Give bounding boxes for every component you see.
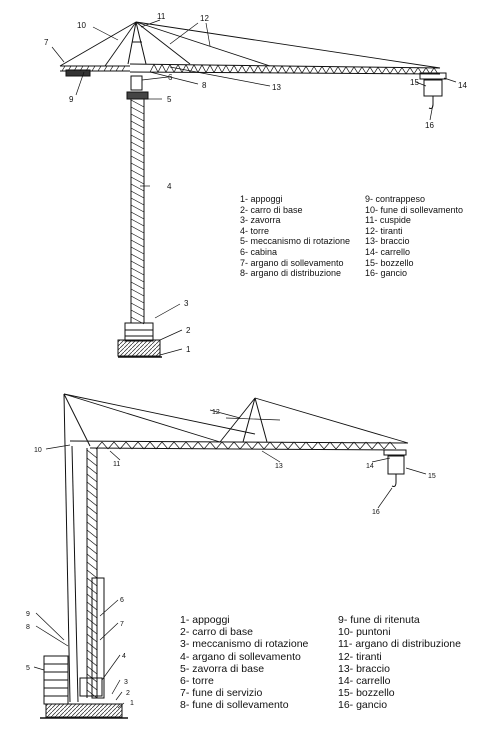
legend-item: 5- zavorra di base	[180, 662, 265, 675]
callout-b7: 7	[120, 621, 124, 628]
legend-item: 16- gancio	[365, 268, 408, 279]
legend-item: 11- argano di distribuzione	[338, 638, 461, 651]
callout-2: 2	[186, 326, 191, 335]
lattice-brace	[350, 67, 354, 74]
callout-b13: 13	[275, 463, 283, 470]
legend-item: 12- tiranti	[338, 650, 382, 663]
base-carriage	[118, 340, 160, 356]
lattice-brace	[162, 442, 168, 449]
lattice-brace	[131, 128, 144, 135]
lattice-brace	[214, 65, 218, 72]
lattice-brace	[366, 67, 370, 73]
legend-item: 3- zavorra	[240, 215, 281, 226]
lattice-brace	[87, 458, 97, 466]
lattice-brace	[252, 442, 258, 449]
lattice-brace	[394, 67, 398, 73]
lattice-brace	[204, 442, 210, 449]
lattice-brace	[131, 177, 144, 184]
callout-4: 4	[167, 182, 172, 191]
legend-item: 2- carro di base	[240, 204, 303, 215]
hook-bottom	[392, 474, 396, 487]
lattice-brace	[131, 135, 144, 142]
callout-b16: 16	[372, 509, 380, 516]
lattice-brace	[378, 67, 382, 73]
lattice-brace	[170, 65, 174, 73]
lattice-brace	[131, 233, 144, 240]
lattice-brace	[354, 67, 358, 74]
legend-top-left	[240, 194, 350, 279]
legend-item: 11- cuspide	[365, 215, 411, 226]
callout-9: 9	[69, 95, 74, 104]
callout-b4: 4	[122, 653, 126, 660]
lattice-brace	[87, 482, 97, 490]
lattice-brace	[410, 68, 414, 74]
lattice-brace	[294, 66, 298, 73]
legend-item: 7- fune di servizio	[180, 687, 263, 700]
jib-lattice	[130, 64, 440, 74]
lattice-brace	[216, 442, 222, 449]
lattice-brace	[87, 466, 97, 474]
legend-item: 16- gancio	[338, 699, 388, 712]
lattice-brace	[274, 66, 278, 73]
lattice-brace	[338, 67, 342, 74]
lattice-brace	[374, 67, 378, 73]
lattice-brace	[306, 442, 312, 449]
legend-item: 10- fune di sollevamento	[365, 204, 464, 215]
lattice-brace	[131, 254, 144, 261]
legend-item: 8- fune di sollevamento	[180, 699, 289, 712]
lattice-brace	[222, 442, 228, 449]
lattice-brace	[87, 490, 97, 498]
lattice-brace	[326, 67, 330, 74]
lattice-brace	[131, 212, 144, 219]
ballast	[125, 323, 153, 341]
lattice-brace	[228, 442, 234, 449]
legend-item: 15- bozzello	[365, 257, 414, 268]
callout-b8: 8	[26, 624, 30, 631]
lattice-brace	[288, 442, 294, 449]
legend-item: 13- braccio	[338, 662, 390, 675]
legend-item: 4- argano di sollevamento	[180, 650, 301, 663]
lattice-brace	[87, 498, 97, 506]
legend-item: 13- braccio	[365, 236, 410, 247]
lattice-brace	[254, 66, 258, 73]
callout-b5: 5	[26, 665, 30, 672]
callout-12: 12	[200, 14, 209, 23]
legend-item: 5- meccanismo di rotazione	[240, 236, 351, 247]
lattice-brace	[218, 65, 222, 72]
lattice-brace	[258, 66, 262, 73]
lattice-brace	[362, 67, 366, 74]
lattice-brace	[306, 66, 310, 73]
lattice-brace	[276, 442, 282, 449]
legend-item: 1- appoggi	[240, 194, 283, 204]
lattice-brace	[414, 68, 418, 74]
legend-item: 6- cabina	[240, 246, 278, 257]
lattice-brace	[286, 66, 290, 73]
lattice-brace	[131, 114, 144, 121]
lattice-brace	[226, 65, 230, 72]
legend-item: 8- argano di distribuzione	[240, 268, 342, 279]
lattice-brace	[131, 184, 144, 191]
lattice-brace	[131, 240, 144, 247]
lattice-brace	[150, 64, 154, 72]
lattice-brace	[282, 442, 288, 449]
callout-11: 11	[157, 12, 166, 21]
lattice-brace	[390, 67, 394, 73]
lattice-brace	[131, 107, 144, 114]
lattice-brace	[202, 65, 206, 73]
lattice-brace	[230, 65, 234, 72]
lattice-brace	[312, 442, 318, 449]
lattice-brace	[131, 289, 144, 296]
lattice-brace	[131, 296, 144, 303]
lattice-brace	[131, 275, 144, 282]
lattice-brace	[198, 65, 202, 73]
hook-block	[424, 80, 442, 96]
lattice-brace	[406, 68, 410, 74]
lattice-brace	[131, 142, 144, 149]
lattice-brace	[198, 442, 204, 449]
trolley-bottom	[384, 450, 406, 455]
lattice-brace	[234, 442, 240, 449]
callout-b12: 12	[212, 409, 220, 416]
lattice-brace	[186, 65, 190, 73]
lattice-brace	[87, 538, 97, 546]
jib-masts	[243, 398, 267, 442]
top-callout-labels	[44, 12, 467, 354]
lattice-brace	[180, 442, 186, 449]
callout-b6: 6	[120, 597, 124, 604]
lattice-brace	[310, 66, 314, 73]
lattice-brace	[131, 163, 144, 170]
lattice-brace	[110, 66, 113, 71]
lattice-brace	[87, 546, 97, 554]
lattice-brace	[131, 226, 144, 233]
lattice-brace	[116, 66, 119, 71]
legend-item: 3- meccanismo di rotazione	[180, 638, 309, 651]
callout-3: 3	[184, 299, 189, 308]
ballast-blocks	[44, 656, 68, 704]
lattice-brace	[131, 205, 144, 212]
lattice-brace	[174, 442, 180, 449]
lattice-brace	[131, 121, 144, 128]
lattice-brace	[131, 310, 144, 317]
lattice-brace	[162, 64, 166, 72]
lattice-brace	[334, 67, 338, 74]
callout-b3: 3	[124, 679, 128, 686]
callout-16: 16	[425, 121, 434, 130]
callout-b15: 15	[428, 473, 436, 480]
lattice-brace	[87, 506, 97, 514]
callout-b14: 14	[366, 463, 374, 470]
lattice-brace	[131, 156, 144, 163]
lattice-brace	[330, 67, 334, 74]
lattice-brace	[264, 442, 270, 449]
lattice-brace	[87, 570, 97, 578]
lattice-brace	[131, 247, 144, 254]
lattice-brace	[282, 66, 286, 73]
lattice-brace	[322, 66, 326, 73]
legend-bottom-left	[180, 614, 308, 712]
callout-8: 8	[202, 81, 207, 90]
lattice-brace	[131, 170, 144, 177]
lattice-brace	[87, 554, 97, 562]
lattice-brace	[131, 198, 144, 205]
lattice-brace	[318, 442, 324, 449]
tower-peak	[128, 22, 146, 64]
lattice-brace	[168, 442, 174, 449]
lattice-brace	[210, 65, 214, 72]
callout-10: 10	[77, 21, 86, 30]
lattice-brace	[402, 68, 406, 74]
callout-b1: 1	[130, 700, 134, 707]
callout-1: 1	[186, 345, 191, 354]
lattice-brace	[294, 442, 300, 449]
lattice-brace	[154, 64, 158, 72]
lattice-brace	[358, 67, 362, 73]
legend-item: 15- bozzello	[338, 687, 395, 700]
lattice-brace	[300, 442, 306, 449]
lattice-brace	[242, 65, 246, 72]
lattice-brace	[131, 303, 144, 310]
lattice-brace	[370, 67, 374, 73]
callout-5: 5	[167, 95, 172, 104]
callout-15: 15	[410, 78, 419, 87]
top-crane-drawing	[52, 20, 456, 357]
legend-item: 14- carrello	[338, 675, 391, 688]
lattice-brace	[158, 64, 162, 72]
legend-bottom-right	[338, 614, 461, 712]
lattice-brace	[250, 66, 254, 73]
lattice-brace	[131, 100, 144, 107]
callout-b10: 10	[34, 447, 42, 454]
lattice-brace	[318, 66, 322, 73]
slewing-unit	[127, 92, 148, 99]
legend-top-right	[365, 194, 463, 279]
legend-item: 9- fune di ritenuta	[338, 614, 420, 626]
legend-item: 12- tiranti	[365, 225, 403, 236]
callout-6: 6	[168, 73, 173, 82]
lattice-brace	[290, 66, 294, 73]
lattice-brace	[238, 65, 242, 72]
callout-b9: 9	[26, 611, 30, 618]
base-carriage-bottom	[46, 704, 122, 717]
legend-item: 14- carrello	[365, 246, 411, 257]
lattice-brace	[258, 442, 264, 449]
lattice-brace	[87, 562, 97, 570]
callout-7: 7	[44, 38, 49, 47]
legend-item: 1- appoggi	[180, 614, 230, 626]
lattice-brace	[270, 442, 276, 449]
lattice-brace	[87, 522, 97, 530]
cab	[131, 76, 142, 90]
lattice-brace	[104, 66, 107, 71]
lattice-brace	[222, 65, 226, 72]
lattice-brace	[266, 66, 270, 73]
lattice-brace	[314, 66, 318, 73]
lattice-brace	[194, 65, 198, 73]
callout-14: 14	[458, 81, 467, 90]
legend-item: 7- argano di sollevamento	[240, 257, 344, 268]
lattice-brace	[246, 66, 250, 73]
lattice-brace	[270, 66, 274, 73]
legend-item: 2- carro di base	[180, 626, 253, 639]
lattice-brace	[186, 442, 192, 449]
lattice-brace	[206, 65, 210, 72]
lattice-brace	[98, 66, 101, 71]
lattice-brace	[166, 65, 170, 73]
lattice-brace	[240, 442, 246, 449]
lattice-brace	[246, 442, 252, 449]
legend-item: 10- puntoni	[338, 626, 391, 639]
lattice-brace	[382, 67, 386, 73]
legend-item: 9- contrappeso	[365, 194, 426, 204]
lattice-brace	[87, 474, 97, 482]
lattice-brace	[62, 66, 65, 71]
lattice-brace	[131, 282, 144, 289]
lattice-brace	[131, 219, 144, 226]
lattice-brace	[122, 66, 125, 71]
lattice-brace	[386, 67, 390, 73]
lattice-brace	[131, 191, 144, 198]
lattice-brace	[298, 66, 302, 73]
tie-rods	[60, 22, 440, 68]
lattice-brace	[302, 66, 306, 73]
hook-block-bottom	[388, 456, 404, 474]
lattice-brace	[92, 66, 95, 71]
callout-b11: 11	[113, 461, 121, 468]
callout-b2: 2	[126, 690, 130, 697]
lattice-brace	[278, 66, 282, 73]
lattice-brace	[324, 442, 330, 449]
legend-item: 6- torre	[180, 675, 214, 688]
lattice-brace	[131, 149, 144, 156]
lattice-brace	[131, 268, 144, 275]
lattice-brace	[87, 450, 97, 458]
callout-13: 13	[272, 83, 281, 92]
legend-item: 4- torre	[240, 225, 270, 236]
lattice-brace	[346, 67, 350, 74]
lattice-brace	[234, 65, 238, 72]
lattice-brace	[342, 67, 346, 74]
lattice-brace	[192, 442, 198, 449]
lattice-brace	[87, 530, 97, 538]
lattice-brace	[87, 514, 97, 522]
lattice-brace	[182, 65, 186, 73]
lattice-brace	[398, 68, 402, 74]
lattice-brace	[131, 261, 144, 268]
lattice-brace	[262, 66, 266, 73]
lattice-brace	[210, 442, 216, 449]
